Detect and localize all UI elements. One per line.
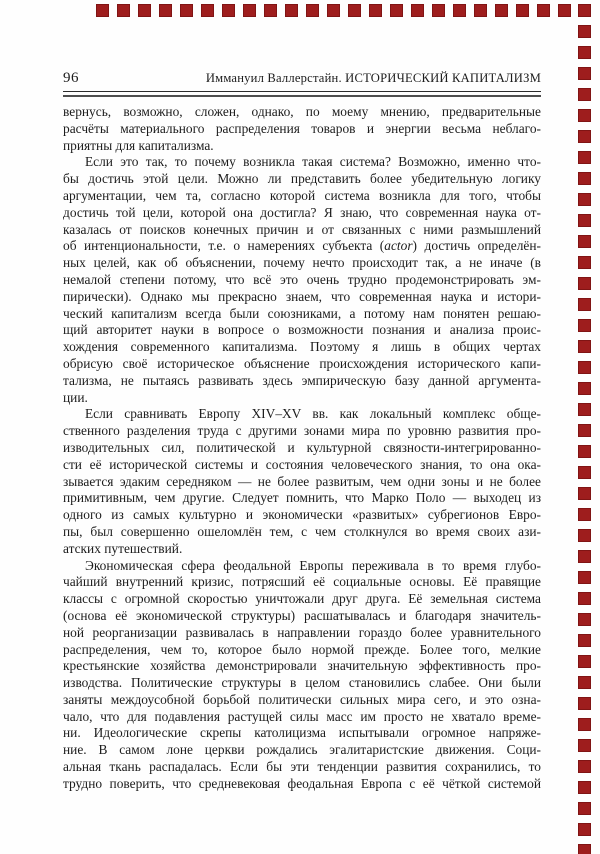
text-line: Экономическая сфера феодальной Европы переживала в то время глубо- — [85, 557, 541, 573]
decor-square — [578, 718, 591, 731]
decor-square — [578, 403, 591, 416]
decor-square — [578, 571, 591, 584]
text-line: ной реорганизации развивалась в направлении гораздо более уравнительного — [63, 624, 541, 640]
decor-square — [578, 445, 591, 458]
text-line: изводительных сил, политической и культурной связности-интегрированно- — [63, 439, 541, 455]
decor-square — [558, 4, 571, 17]
decor-square — [578, 487, 591, 500]
text-line: немалой степени потому, что всё это очень трудно продемонстрировать эм- — [63, 271, 541, 287]
decor-square — [495, 4, 508, 17]
decor-square — [578, 340, 591, 353]
text-line: классы с огромной скоростью уничтожали друг друга. Её земельная система — [63, 591, 541, 607]
text-line: расчёты материального распределения товаров и энергии весьма неблаго- — [63, 120, 541, 136]
decor-square — [578, 676, 591, 689]
decor-square — [578, 109, 591, 122]
text-line: сти её исторической системы и состояния человеческого знания, то она ока- — [63, 456, 541, 472]
decor-square — [578, 214, 591, 227]
text-line: аргументации, чем та, согласно которой система возникла для того, чтобы — [63, 187, 541, 203]
decor-square — [453, 4, 466, 17]
running-title: Иммануил Валлерстайн. ИСТОРИЧЕСКИЙ КАПИТАЛИЗМ — [205, 71, 541, 85]
text-line: бы достичь этой цели. Можно ли представить более убедительную логику — [63, 171, 541, 187]
text-line: заняты междоусобной борьбой политически сильных мира сего, и это озна- — [63, 691, 541, 707]
decor-square — [348, 4, 361, 17]
text-line: достичь той цели, которой она достигла? Я знаю, что современная наука от- — [63, 204, 541, 220]
decor-square — [474, 4, 487, 17]
text-line: Если это так, то почему возникла такая система? Возможно, именно что- — [85, 154, 541, 170]
text-line: альная ткань распадалась. Если бы эти тенденции развития сохранились, то — [63, 759, 541, 775]
decor-square — [578, 256, 591, 269]
text-line: пирически). Однако мы прекрасно знаем, что современная наука и истори- — [63, 288, 541, 304]
text-line: пы, был совершенно ошеломлён тем, с чем столкнулся во время своих ази- — [63, 523, 541, 539]
decor-square — [578, 382, 591, 395]
decor-square — [578, 130, 591, 143]
decor-square — [243, 4, 256, 17]
decor-square — [201, 4, 214, 17]
text-line: атских путешествий. — [63, 540, 183, 556]
text-line: трудно поверить, что средневековая феодальная Европа с её чёткой системой — [63, 775, 541, 791]
text-line: примитивным, чем другие. Следует помнить, что Марко Поло — выходец из — [63, 490, 541, 506]
decor-square — [578, 760, 591, 773]
decor-square — [578, 739, 591, 752]
text-line: ции. — [63, 389, 88, 405]
decor-square — [578, 697, 591, 710]
decor-square — [578, 844, 591, 854]
decor-square — [138, 4, 151, 17]
text-line: ческий капитализм всегда были союзниками, а потому нам понятен решаю- — [63, 305, 541, 321]
text-line: одного из самых культурно и экономически «развитых» субрегионов Евро- — [63, 507, 541, 523]
decor-square — [117, 4, 130, 17]
text-line: обрисую своё историческое объяснение происхождения исторического капи- — [63, 355, 541, 371]
text-line: казалась от поисков конечных причин и от связанных с ними размышлений — [63, 221, 541, 237]
decor-square — [578, 277, 591, 290]
decor-square — [578, 25, 591, 38]
decor-square — [578, 529, 591, 542]
decor-square — [578, 592, 591, 605]
decor-square — [264, 4, 277, 17]
body-text — [63, 104, 541, 793]
text-line: ни. Идеологические скрепы католицизма испытывали огромное напряже- — [63, 725, 541, 741]
text-line: хождения современного капитализма. Поэтому я лишь в общих чертах — [63, 339, 541, 355]
decor-square — [578, 88, 591, 101]
decor-square — [306, 4, 319, 17]
decor-square — [578, 613, 591, 626]
decor-square — [578, 46, 591, 59]
decor-square — [578, 466, 591, 479]
decor-square — [578, 424, 591, 437]
text-line: тализма, не пытаясь развивать здесь эмпирическую базу данной аргумента- — [63, 372, 541, 388]
text-line: чало, что для подавления растущей силы масс им просто не хватало време- — [63, 708, 541, 724]
decor-square — [411, 4, 424, 17]
decor-square — [390, 4, 403, 17]
decor-square — [578, 298, 591, 311]
text-line: об интенциональности, т.е. о намерениях субъекта (actor) достичь определён- — [63, 238, 541, 254]
decor-square — [369, 4, 382, 17]
decor-square — [578, 361, 591, 374]
text-line: приятны для капитализма. — [63, 137, 214, 153]
text-line: щий авторитет науки в вопросе о возможности познания и анализа проис- — [63, 322, 541, 338]
text-line: ние. В самом лоне церкви рождались эгалитаристские движения. Соци- — [63, 742, 541, 758]
decor-square — [432, 4, 445, 17]
decor-square — [578, 319, 591, 332]
text-line: зывается эдаким середняком — не более развитым, чем одни зоны и не более — [63, 473, 541, 489]
page-header — [63, 70, 541, 87]
page-number: 96 — [63, 70, 79, 86]
decor-square — [578, 508, 591, 521]
decor-square — [578, 4, 591, 17]
text-line: Если сравнивать Европу XIV–XV вв. как локальный комплекс обще- — [85, 406, 541, 422]
decor-square — [222, 4, 235, 17]
decor-square — [285, 4, 298, 17]
decor-square — [537, 4, 550, 17]
text-line: вернусь, возможно, сложен, однако, по моему мнению, предварительные — [63, 104, 541, 119]
decor-square — [180, 4, 193, 17]
header-rule-thick — [63, 95, 541, 97]
decor-square — [578, 655, 591, 668]
decor-square — [578, 634, 591, 647]
text-line: (основа её экономической структуры) расшатывалась и благодаря значитель- — [63, 607, 541, 623]
decor-square — [327, 4, 340, 17]
decor-square — [578, 67, 591, 80]
header-rule-thin — [63, 91, 541, 92]
decor-square — [578, 193, 591, 206]
decor-square — [578, 823, 591, 836]
decor-square — [159, 4, 172, 17]
decor-square — [578, 151, 591, 164]
text-line: ных целей, как об объяснении, почему нечто происходит так, а не иначе (в — [63, 255, 541, 271]
decor-square — [578, 781, 591, 794]
text-line: крестьянские хозяйства демонстрировали значительную эффективность про- — [63, 658, 541, 674]
decor-square — [578, 802, 591, 815]
decor-square — [578, 550, 591, 563]
decor-square — [578, 172, 591, 185]
decor-square — [578, 235, 591, 248]
decor-square — [96, 4, 109, 17]
text-line: ственного разделения труда с другими зонами мира по уровню развития про- — [63, 423, 541, 439]
decor-square — [516, 4, 529, 17]
text-line: изводства. Политические структуры в целом становились слабее. Они были — [63, 675, 541, 691]
text-line: чайший внутренний кризис, потрясший её социальные основы. Её правящие — [63, 574, 541, 590]
text-line: распределения, чем то, которое было нормой прежде. Более того, мелкие — [63, 641, 541, 657]
